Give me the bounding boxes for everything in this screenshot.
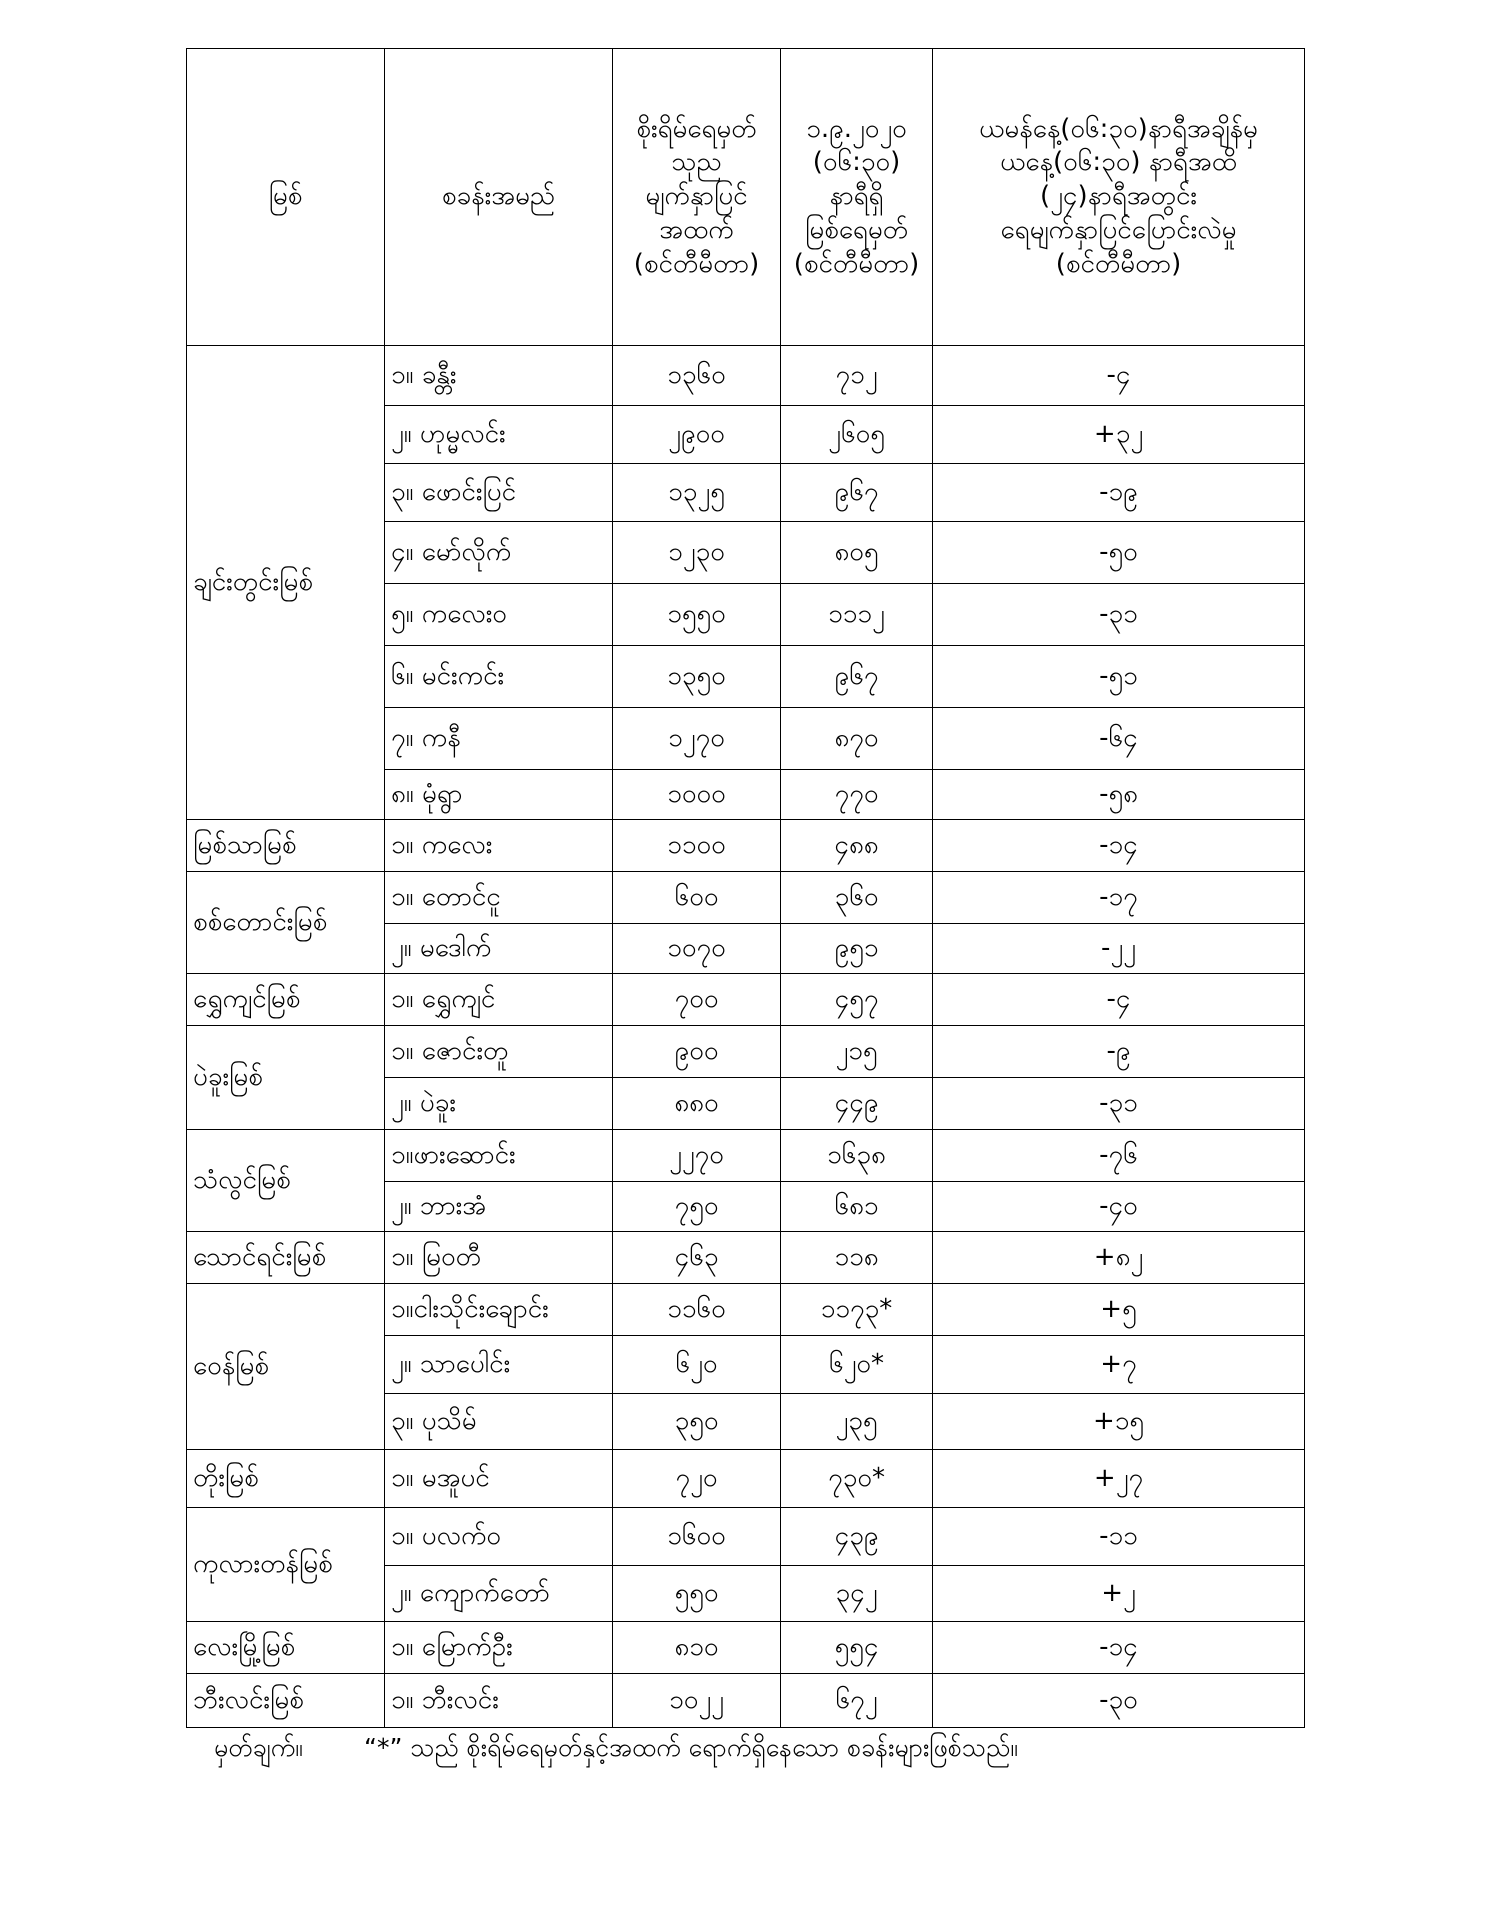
danger-level-cell: ၈၁၀ <box>613 1622 781 1674</box>
station-name-cell: ၂။ ပဲခူး <box>385 1078 613 1130</box>
station-name-cell: ၆။ မင်းကင်း <box>385 646 613 708</box>
station-name-cell: ၁။ မအူပင် <box>385 1450 613 1508</box>
danger-level-cell: ၁၅၅၀ <box>613 584 781 646</box>
water-level-cell: ၁၁၈ <box>781 1232 933 1284</box>
danger-level-cell: ၁၃၂၅ <box>613 464 781 522</box>
footnote <box>214 1732 1314 1769</box>
station-name-cell: ၁။ငါးသိုင်းချောင်း <box>385 1284 613 1336</box>
danger-level-cell: ၁၀၀၀ <box>613 770 781 820</box>
water-level-cell: ၃၆၀ <box>781 872 933 924</box>
station-name-cell: ၁။ ရွှေကျင် <box>385 974 613 1026</box>
table-row <box>187 1130 1305 1182</box>
danger-level-cell: ၆၀၀ <box>613 872 781 924</box>
river-name-cell: သံလွင်မြစ် <box>187 1130 385 1232</box>
level-change-cell: -၅၁ <box>933 646 1305 708</box>
station-name-cell: ၁။ဖားဆောင်း <box>385 1130 613 1182</box>
danger-level-cell: ၁၆၀၀ <box>613 1508 781 1566</box>
water-level-cell: ၆၈၁ <box>781 1182 933 1232</box>
water-level-cell: ၆၇၂ <box>781 1674 933 1728</box>
level-change-cell: -၉ <box>933 1026 1305 1078</box>
water-level-cell: ၁၁၇၃* <box>781 1284 933 1336</box>
station-name-cell: ၄။ မော်လိုက် <box>385 522 613 584</box>
footnote-label: မှတ်ချက်။ <box>214 1733 303 1762</box>
footnote-text: “*” သည် စိုးရိမ်ရေမှတ်နှင့်အထက် ရောက်ရှိနေသော စခန်းများဖြစ်သည်။ <box>364 1733 1018 1762</box>
river-level-table <box>186 48 1305 1728</box>
water-level-cell: ၉၆၇ <box>781 646 933 708</box>
water-level-cell: ၂၃၅ <box>781 1394 933 1450</box>
station-name-cell: ၁။ တောင်ငူ <box>385 872 613 924</box>
level-change-cell: +၅ <box>933 1284 1305 1336</box>
station-name-cell: ၇။ ကနီ <box>385 708 613 770</box>
level-change-cell: -၁၄ <box>933 1622 1305 1674</box>
water-level-cell: ၅၅၄ <box>781 1622 933 1674</box>
water-level-cell: ၄၃၉ <box>781 1508 933 1566</box>
station-name-cell: ၂။ ဟုမ္မလင်း <box>385 406 613 464</box>
level-change-cell: +၃၂ <box>933 406 1305 464</box>
table-row <box>187 1622 1305 1674</box>
danger-level-cell: ၄၆၃ <box>613 1232 781 1284</box>
table-row <box>187 346 1305 406</box>
danger-level-cell: ၉၀၀ <box>613 1026 781 1078</box>
danger-level-cell: ၁၂၇၀ <box>613 708 781 770</box>
river-name-cell: တိုးမြစ် <box>187 1450 385 1508</box>
level-change-cell: +၈၂ <box>933 1232 1305 1284</box>
danger-level-cell: ၁၁၀၀ <box>613 820 781 872</box>
water-level-cell: ၄၈၈ <box>781 820 933 872</box>
station-name-cell: ၈။ မုံရွာ <box>385 770 613 820</box>
water-level-cell: ၃၄၂ <box>781 1566 933 1622</box>
river-name-cell: လေးမြို့မြစ် <box>187 1622 385 1674</box>
water-level-cell: ၁၁၁၂ <box>781 584 933 646</box>
water-level-cell: ၁၆၃၈ <box>781 1130 933 1182</box>
danger-level-cell: ၁၀၇၀ <box>613 924 781 974</box>
river-name-cell: ကုလားတန်မြစ် <box>187 1508 385 1622</box>
level-change-cell: -၁၄ <box>933 820 1305 872</box>
station-name-cell: ၁။ မြောက်ဦး <box>385 1622 613 1674</box>
river-name-cell: စစ်တောင်းမြစ် <box>187 872 385 974</box>
table-row <box>187 872 1305 924</box>
water-level-cell: ၇၁၂ <box>781 346 933 406</box>
danger-level-cell: ၇၀၀ <box>613 974 781 1026</box>
station-name-cell: ၁။ ဘီးလင်း <box>385 1674 613 1728</box>
header-level-change: ယမန်နေ့(၀၆:၃၀)နာရီအချိန်မှ ယနေ့(၀၆:၃၀) နာရီအထိ (၂၄)နာရီအတွင်း ရေမျက်နှာပြင်ပြောင်းလဲမှု (စင်တီမီတာ) <box>933 49 1305 346</box>
station-name-cell: ၂။ မဒေါက် <box>385 924 613 974</box>
danger-level-cell: ၁၂၃၀ <box>613 522 781 584</box>
table-row <box>187 974 1305 1026</box>
table-row <box>187 1284 1305 1336</box>
river-name-cell: ဝေန်မြစ် <box>187 1284 385 1450</box>
water-level-cell: ၉၆၇ <box>781 464 933 522</box>
danger-level-cell: ၁၀၂၂ <box>613 1674 781 1728</box>
level-change-cell: -၅၀ <box>933 522 1305 584</box>
water-level-cell: ၇၇၀ <box>781 770 933 820</box>
river-name-cell: ဘီးလင်းမြစ် <box>187 1674 385 1728</box>
water-level-cell: ၈၇၀ <box>781 708 933 770</box>
station-name-cell: ၃။ ပုသိမ် <box>385 1394 613 1450</box>
danger-level-cell: ၈၈၀ <box>613 1078 781 1130</box>
danger-level-cell: ၅၅၀ <box>613 1566 781 1622</box>
station-name-cell: ၁။ ဇောင်းတူ <box>385 1026 613 1078</box>
level-change-cell: -၂၂ <box>933 924 1305 974</box>
level-change-cell: -၁၇ <box>933 872 1305 924</box>
level-change-cell: +၇ <box>933 1336 1305 1394</box>
station-name-cell: ၂။ ကျောက်တော် <box>385 1566 613 1622</box>
station-name-cell: ၅။ ကလေးဝ <box>385 584 613 646</box>
water-level-cell: ၈၀၅ <box>781 522 933 584</box>
level-change-cell: -၄ <box>933 346 1305 406</box>
danger-level-cell: ၁၃၆၀ <box>613 346 781 406</box>
water-level-cell: ၂၁၅ <box>781 1026 933 1078</box>
level-change-cell: -၆၄ <box>933 708 1305 770</box>
water-level-cell: ၆၂၀* <box>781 1336 933 1394</box>
water-level-cell: ၄၅၇ <box>781 974 933 1026</box>
station-name-cell: ၁။ ခန္တီး <box>385 346 613 406</box>
water-level-cell: ၂၆၀၅ <box>781 406 933 464</box>
level-change-cell: -၄ <box>933 974 1305 1026</box>
table-row <box>187 1450 1305 1508</box>
station-name-cell: ၂။ ဘားအံ <box>385 1182 613 1232</box>
danger-level-cell: ၂၂၇၀ <box>613 1130 781 1182</box>
river-name-cell: သောင်ရင်းမြစ် <box>187 1232 385 1284</box>
table-row <box>187 820 1305 872</box>
level-change-cell: +၂ <box>933 1566 1305 1622</box>
river-name-cell: ချင်းတွင်းမြစ် <box>187 346 385 820</box>
table-row <box>187 1026 1305 1078</box>
level-change-cell: +၂၇ <box>933 1450 1305 1508</box>
level-change-cell: -၃၁ <box>933 1078 1305 1130</box>
level-change-cell: -၃၁ <box>933 584 1305 646</box>
station-name-cell: ၂။ သာပေါင်း <box>385 1336 613 1394</box>
level-change-cell: -၁၉ <box>933 464 1305 522</box>
level-change-cell: -၁၁ <box>933 1508 1305 1566</box>
header-row <box>187 49 1305 346</box>
table-body <box>187 346 1305 1728</box>
water-level-cell: ၉၅၁ <box>781 924 933 974</box>
level-change-cell: -၄၀ <box>933 1182 1305 1232</box>
danger-level-cell: ၇၅၀ <box>613 1182 781 1232</box>
river-name-cell: ရွှေကျင်မြစ် <box>187 974 385 1026</box>
danger-level-cell: ၁၁၆၀ <box>613 1284 781 1336</box>
table-row <box>187 1508 1305 1566</box>
river-name-cell: ပဲခူးမြစ် <box>187 1026 385 1130</box>
level-change-cell: -၃၀ <box>933 1674 1305 1728</box>
table-row <box>187 1674 1305 1728</box>
danger-level-cell: ၇၂၀ <box>613 1450 781 1508</box>
level-change-cell: -၇၆ <box>933 1130 1305 1182</box>
level-change-cell: +၁၅ <box>933 1394 1305 1450</box>
header-river: မြစ် <box>187 49 385 346</box>
station-name-cell: ၁။ ပလက်ဝ <box>385 1508 613 1566</box>
danger-level-cell: ၂၉၀၀ <box>613 406 781 464</box>
danger-level-cell: ၁၃၅၀ <box>613 646 781 708</box>
table-row <box>187 1232 1305 1284</box>
header-danger-level: စိုးရိမ်ရေမှတ် သုည မျက်နှာပြင် အထက် (စင်တီမီတာ) <box>613 49 781 346</box>
water-level-cell: ၇၃၀* <box>781 1450 933 1508</box>
station-name-cell: ၁။ မြဝတီ <box>385 1232 613 1284</box>
river-name-cell: မြစ်သာမြစ် <box>187 820 385 872</box>
station-name-cell: ၃။ ဖောင်းပြင် <box>385 464 613 522</box>
water-level-cell: ၄၄၉ <box>781 1078 933 1130</box>
danger-level-cell: ၃၅၀ <box>613 1394 781 1450</box>
level-change-cell: -၅၈ <box>933 770 1305 820</box>
header-water-level: ၁.၉.၂၀၂၀ (၀၆:၃၀) နာရီရှိ မြစ်ရေမှတ် (စင်တီမီတာ) <box>781 49 933 346</box>
station-name-cell: ၁။ ကလေး <box>385 820 613 872</box>
danger-level-cell: ၆၂၀ <box>613 1336 781 1394</box>
header-station: စခန်းအမည် <box>385 49 613 346</box>
